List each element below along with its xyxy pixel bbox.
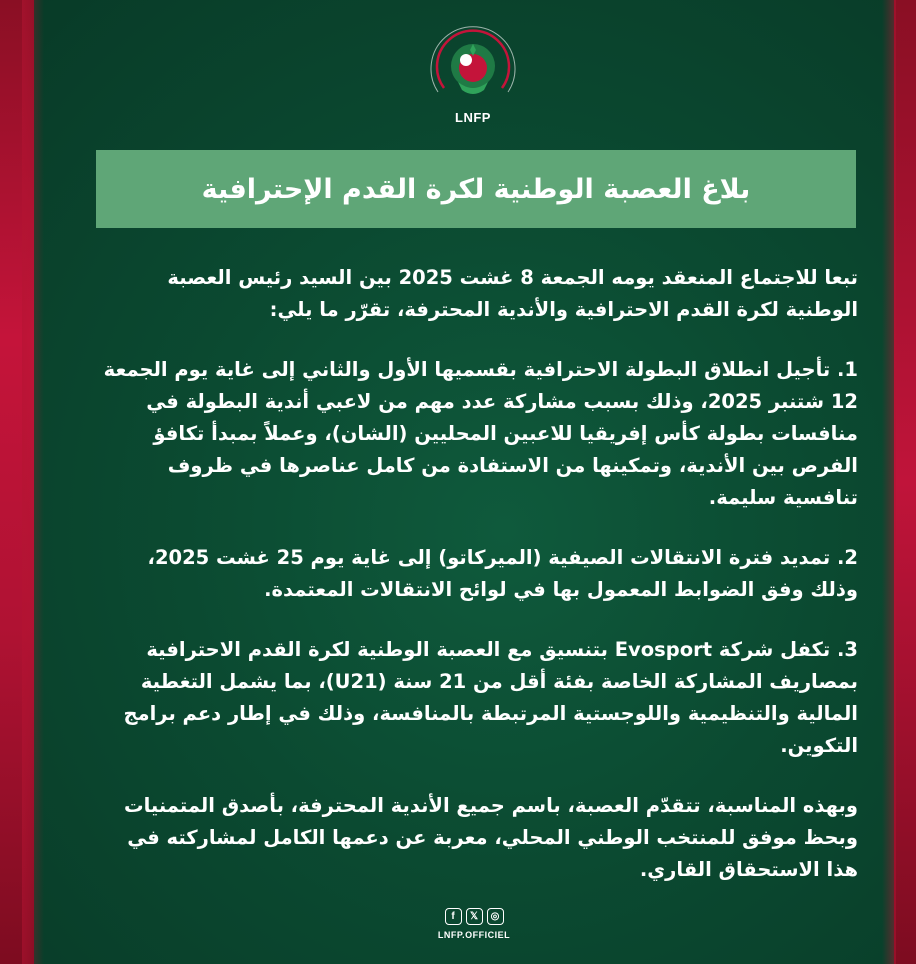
lnfp-logo bbox=[418, 22, 528, 126]
lnfp-emblem-icon bbox=[418, 22, 528, 112]
social-links bbox=[420, 908, 528, 925]
intro-paragraph: تبعا للاجتماع المنعقد يومه الجمعة 8 غشت 2025 بين السيد رئيس العصبة الوطنية لكرة القدم الاحترافية والأندية المحترفة، تقرّر ما يلي: bbox=[167, 266, 858, 321]
announcement-body bbox=[96, 262, 858, 914]
right-decorative-stripe bbox=[894, 0, 916, 964]
instagram-icon[interactable]: ◎ bbox=[487, 908, 504, 925]
closing-paragraph: وبهذه المناسبة، تتقدّم العصبة، باسم جميع الأندية المحترفة، بأصدق المتمنيات وبحظ موفق للمنتخب الوطني المحلي، معربة عن دعمها الكامل لمشاركته في هذا الاستحقاق القاري. bbox=[123, 794, 858, 881]
facebook-icon[interactable]: f bbox=[445, 908, 462, 925]
decision-3-paragraph: 3. تكفل شركة Evosport بتنسيق مع العصبة الوطنية لكرة القدم الاحترافية بمصاريف المشاركة الخاصة بفئة أقل من 21 سنة (U21)، بما يشمل التغطية المالية والتنظيمية واللوجستية المرتبطة بالمنافسة، وذلك في إطار دعم برامج التكوين. bbox=[123, 638, 858, 757]
announcement-title: بلاغ العصبة الوطنية لكرة القدم الإحترافية bbox=[201, 173, 751, 205]
social-handle: LNFP.OFFICIEL bbox=[437, 930, 511, 940]
left-decorative-stripe bbox=[0, 0, 34, 964]
logo-label: LNFP bbox=[455, 110, 491, 125]
x-icon[interactable]: 𝕏 bbox=[466, 908, 483, 925]
title-banner bbox=[96, 150, 856, 228]
decision-1-paragraph: 1. تأجيل انطلاق البطولة الاحترافية بقسميها الأول والثاني إلى غاية يوم الجمعة 12 شتنبر 2025، وذلك بسبب مشاركة عدد مهم من لاعبي أندية البطولة في منافسات بطولة كأس إفريقيا للاعبين المحليين (الشان)، وعملاً بمبدأ تكافؤ الفرص بين الأندية، وتمكينها من الاستفادة من كامل عناصرها في ظروف تنافسية سليمة. bbox=[103, 358, 858, 509]
decision-2-paragraph: 2. تمديد فترة الانتقالات الصيفية (الميركاتو) إلى غاية يوم 25 غشت 2025، وذلك وفق الضوابط المعمول بها في لوائح الانتقالات المعتمدة. bbox=[147, 546, 858, 601]
footer bbox=[420, 908, 528, 940]
